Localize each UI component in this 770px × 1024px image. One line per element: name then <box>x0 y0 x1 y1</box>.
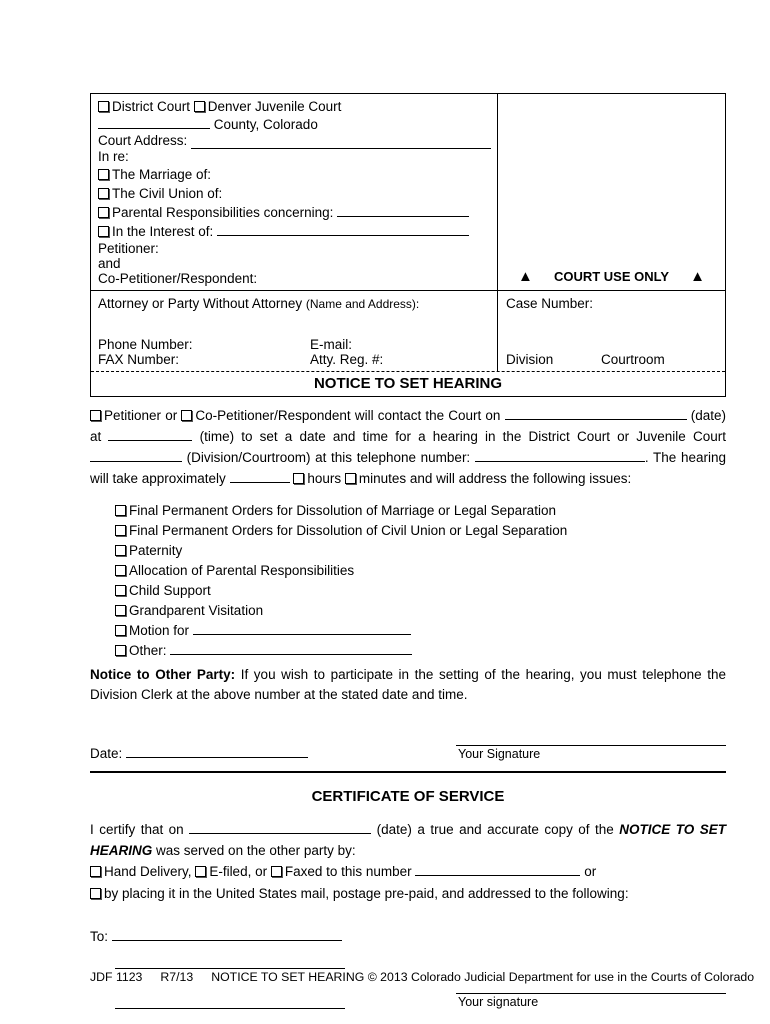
to-address-blank-1[interactable] <box>112 927 342 941</box>
county-blank[interactable] <box>98 115 210 129</box>
issue-label: Other: <box>129 643 167 658</box>
fax-attyreg-line <box>98 352 491 367</box>
hearing-time-blank[interactable] <box>108 427 192 441</box>
seg-certify: I certify that on <box>90 822 184 837</box>
division-label: Division <box>506 352 554 367</box>
seg-time: (time) to set a date and time for a hearing in the District Court or Juvenile Court <box>199 429 726 444</box>
service-your-signature-label: Your signature <box>458 995 539 1009</box>
date-line <box>90 744 308 761</box>
certificate-paragraph <box>90 819 726 861</box>
issue-row <box>115 561 726 581</box>
service-method-line <box>90 861 726 883</box>
marriage-checkbox[interactable] <box>98 169 109 180</box>
case-number-cell <box>498 291 725 371</box>
court-address-label: Court Address: <box>98 133 188 148</box>
minutes-label: minutes and will address the following issues: <box>358 471 632 486</box>
issue-checkbox-child-support[interactable] <box>115 585 126 596</box>
hearing-date-blank[interactable] <box>505 406 687 420</box>
caption-row-court <box>91 94 725 290</box>
to-line-1 <box>90 923 726 951</box>
date-signature-row <box>90 731 726 761</box>
footer-revision: R7/13 <box>160 970 194 984</box>
faxed-label: Faxed to this number <box>284 864 412 879</box>
minutes-checkbox[interactable] <box>345 473 356 484</box>
seg-served: was served on the other party by: <box>156 843 356 858</box>
issue-row <box>115 641 726 661</box>
parental-blank[interactable] <box>337 203 469 217</box>
seg-date: (date) at <box>90 408 726 444</box>
right-triangle-icon: ▲ <box>690 267 705 285</box>
issue-row <box>115 581 726 601</box>
footer-form-number: JDF 1123 <box>90 970 143 984</box>
parental-line <box>98 203 491 222</box>
issue-checkbox-grandparent-visitation[interactable] <box>115 605 126 616</box>
date-blank[interactable] <box>126 744 308 758</box>
seg-hearing: . The hearing will take approximately <box>90 450 726 486</box>
court-info-cell <box>91 94 498 290</box>
division-courtroom-blank[interactable] <box>90 448 182 462</box>
other-party-text: If you wish to participate in the setting of the hearing, you must telephone the Division Clerk at the above number at the stated date and time. <box>90 667 726 702</box>
service-date-blank[interactable] <box>189 820 371 834</box>
or-label: or <box>165 408 178 423</box>
caption-row-attorney <box>91 290 725 371</box>
your-signature-label: Your Signature <box>458 747 541 761</box>
issue-checkbox-parental-responsibilities[interactable] <box>115 565 126 576</box>
co-petitioner-checkbox[interactable] <box>181 410 192 421</box>
interest-line <box>98 222 491 241</box>
issue-row <box>115 521 726 541</box>
division-courtroom-line <box>506 352 717 367</box>
marriage-label: The Marriage of: <box>112 167 212 182</box>
seg-contact: will contact the Court on <box>354 408 501 423</box>
issue-row <box>115 601 726 621</box>
attorney-label: Attorney or Party Without Attorney <box>98 296 303 311</box>
to-address-blank-2[interactable] <box>115 955 345 969</box>
atty-reg-label: Atty. Reg. #: <box>310 352 384 367</box>
issue-label: Paternity <box>129 543 183 558</box>
seg-cert-date: (date) a true and accurate copy of the <box>376 822 614 837</box>
faxed-checkbox[interactable] <box>271 866 282 877</box>
mail-option-line <box>90 883 726 905</box>
interest-label: In the Interest of: <box>112 224 214 239</box>
petitioner-option-label: Petitioner <box>104 408 162 423</box>
court-use-bar <box>506 269 717 286</box>
left-triangle-icon: ▲ <box>518 267 533 285</box>
motion-blank[interactable] <box>193 621 411 635</box>
date-label: Date: <box>90 746 123 761</box>
issue-checkbox-civil-union-orders[interactable] <box>115 525 126 536</box>
signature-blank[interactable] <box>456 731 726 746</box>
efiled-checkbox[interactable] <box>195 866 206 877</box>
fax-label: FAX Number: <box>98 352 180 367</box>
duration-blank[interactable] <box>230 469 290 483</box>
interest-checkbox[interactable] <box>98 226 109 237</box>
county-suffix-label: County, Colorado <box>213 117 318 132</box>
issue-row <box>115 501 726 521</box>
interest-blank[interactable] <box>217 222 469 236</box>
district-court-label: District Court <box>112 99 191 114</box>
issue-label: Motion for <box>129 623 190 638</box>
hours-checkbox[interactable] <box>293 473 304 484</box>
issue-label: Final Permanent Orders for Dissolution of Civil Union or Legal Separation <box>129 523 568 538</box>
juvenile-court-checkbox[interactable] <box>194 101 205 112</box>
other-party-bold-label: Notice to Other Party: <box>90 667 236 682</box>
footer-text: NOTICE TO SET HEARING © 2013 Colorado Judicial Department for use in the Courts of Colorado <box>211 970 755 984</box>
email-label: E-mail: <box>310 337 353 352</box>
and-label: and <box>98 256 121 271</box>
certificate-title: CERTIFICATE OF SERVICE <box>311 788 505 805</box>
juvenile-court-label: Denver Juvenile Court <box>207 99 342 114</box>
civil-union-line <box>98 184 491 203</box>
issue-checkbox-marriage-orders[interactable] <box>115 505 126 516</box>
form-title: NOTICE TO SET HEARING <box>91 371 725 396</box>
other-party-note <box>90 665 726 705</box>
efiled-label: E-filed, or <box>209 864 268 879</box>
issue-row <box>115 621 726 641</box>
attorney-label-paren: (Name and Address): <box>305 297 420 311</box>
court-use-cell <box>498 94 725 290</box>
or-suffix-label: or <box>584 864 597 879</box>
court-address-blank[interactable] <box>191 134 491 149</box>
issue-label: Final Permanent Orders for Dissolution of Marriage or Legal Separation <box>129 503 556 518</box>
court-address-line <box>98 133 491 149</box>
marriage-line <box>98 165 491 184</box>
mail-checkbox[interactable] <box>90 888 101 899</box>
other-blank[interactable] <box>170 641 412 655</box>
hours-label: hours <box>307 471 342 486</box>
petitioner-label: Petitioner: <box>98 241 159 256</box>
notice-to-set-hearing-form <box>90 93 726 1009</box>
court-type-line <box>98 99 491 115</box>
document-name: NOTICE TO SET HEARING <box>90 822 726 858</box>
attorney-label-line <box>98 296 491 312</box>
notice-paragraph <box>90 405 726 489</box>
issue-label: Grandparent Visitation <box>129 603 264 618</box>
issue-label: Allocation of Parental Responsibilities <box>129 563 355 578</box>
seg-division: (Division/Courtroom) at this telephone number: <box>186 450 471 465</box>
attorney-cell <box>91 291 498 371</box>
courtroom-label: Courtroom <box>601 352 665 367</box>
in-re-label: In re: <box>98 149 129 164</box>
issues-list <box>115 501 726 661</box>
phone-label: Phone Number: <box>98 337 193 352</box>
phone-email-line <box>98 337 491 352</box>
signature-block <box>456 731 726 761</box>
telephone-number-blank[interactable] <box>475 448 645 462</box>
to-address-block <box>90 923 726 1009</box>
issue-label: Child Support <box>129 583 211 598</box>
mail-option-label: by placing it in the United States mail, postage pre-paid, and addressed to the following: <box>104 886 629 901</box>
to-address-blank-3[interactable] <box>115 995 345 1009</box>
hand-delivery-checkbox[interactable] <box>90 866 101 877</box>
petitioner-checkbox[interactable] <box>90 410 101 421</box>
co-petitioner-option-label: Co-Petitioner/Respondent <box>195 408 351 423</box>
form-footer <box>90 970 755 984</box>
court-use-only-label: COURT USE ONLY <box>553 269 670 284</box>
attorney-contact-block <box>98 337 491 367</box>
issue-checkbox-paternity[interactable] <box>115 545 126 556</box>
parental-checkbox[interactable] <box>98 207 109 218</box>
county-line <box>98 115 491 133</box>
parental-label: Parental Responsibilities concerning: <box>112 205 334 220</box>
co-petitioner-label: Co-Petitioner/Respondent: <box>98 271 258 286</box>
issue-checkbox-motion[interactable] <box>115 625 126 636</box>
fax-number-blank[interactable] <box>415 862 580 876</box>
case-number-label: Case Number: <box>506 296 594 311</box>
caption-table <box>90 93 726 397</box>
section-divider <box>90 771 726 773</box>
district-court-checkbox[interactable] <box>98 101 109 112</box>
issue-checkbox-other[interactable] <box>115 645 126 656</box>
hand-delivery-label: Hand Delivery, <box>104 864 192 879</box>
issue-row <box>115 541 726 561</box>
civil-union-checkbox[interactable] <box>98 188 109 199</box>
civil-union-label: The Civil Union of: <box>112 186 223 201</box>
to-label: To: <box>90 929 109 944</box>
